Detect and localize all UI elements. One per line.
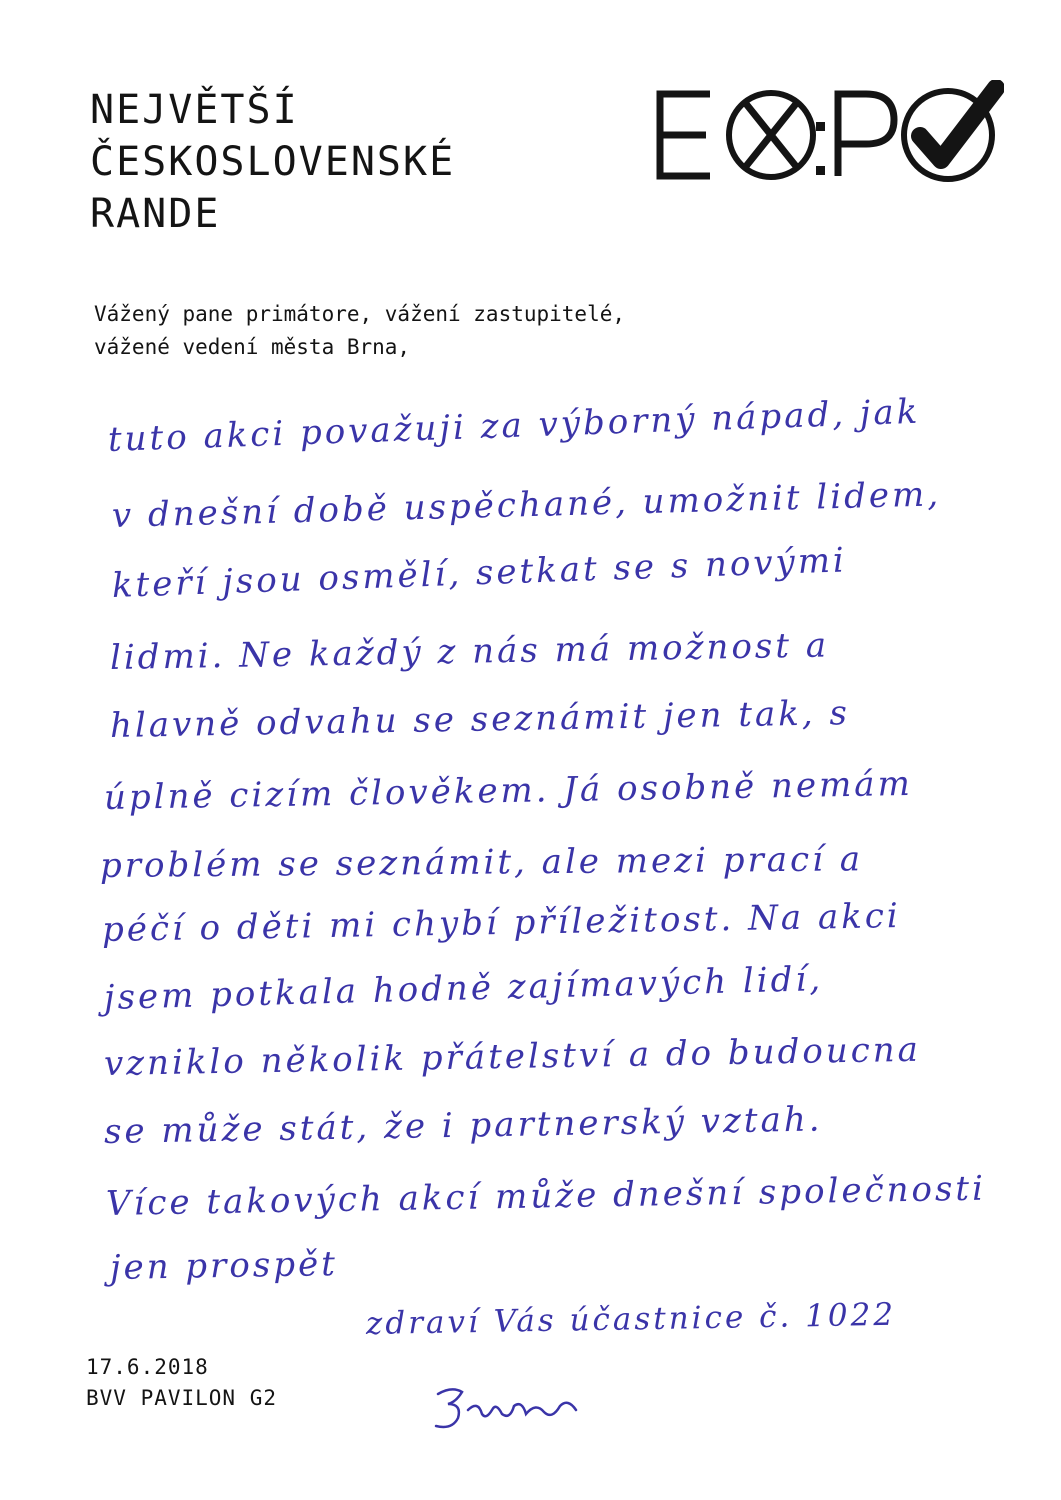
letter-line: kteří jsou osmělí, setkat se s novými xyxy=(111,540,848,606)
title-line-3: RANDE xyxy=(90,191,221,237)
letter-line: jsem potkala hodně zajímavých lidí, xyxy=(103,959,824,1018)
handwritten-signature xyxy=(428,1380,588,1440)
letter-line: jen prospět xyxy=(109,1244,339,1288)
letter-line: Více takových akcí může dnešní společnosti xyxy=(105,1168,987,1224)
event-venue: BVV PAVILON G2 xyxy=(86,1386,278,1410)
title-line-2: ČESKOSLOVENSKÉ xyxy=(90,139,456,185)
salutation-line-1: Vážený pane primátore, vážení zastupitelé, xyxy=(94,302,626,326)
letter-line: lidmi. Ne každý z nás má možnost a xyxy=(109,625,830,678)
letter-line: zdraví Vás účastnice č. 1022 xyxy=(365,1296,897,1342)
letter-line: se může stát, že i partnerský vztah. xyxy=(103,1099,823,1152)
event-footer xyxy=(86,1352,277,1414)
letter-line: problém se seznámit, ale mezi prací a xyxy=(99,839,864,886)
title-line-1: NEJVĚTŠÍ xyxy=(90,87,299,133)
letter-line: hlavně odvahu se seznámit jen tak, s xyxy=(109,693,851,746)
salutation-line-2: vážené vedení města Brna, xyxy=(94,335,411,359)
letter-line: péčí o děti mi chybí příležitost. Na akci xyxy=(101,896,902,950)
event-date: 17.6.2018 xyxy=(86,1355,209,1379)
letter-line: v dnešní době uspěchané, umožnit lidem, xyxy=(111,474,942,536)
letter-line: tuto akci považuji za výborný nápad, jak xyxy=(107,391,921,460)
letter-line: vzniklo několik přátelství a do budoucna xyxy=(103,1029,922,1084)
letter-line: úplně cizím člověkem. Já osobně nemám xyxy=(103,763,914,818)
